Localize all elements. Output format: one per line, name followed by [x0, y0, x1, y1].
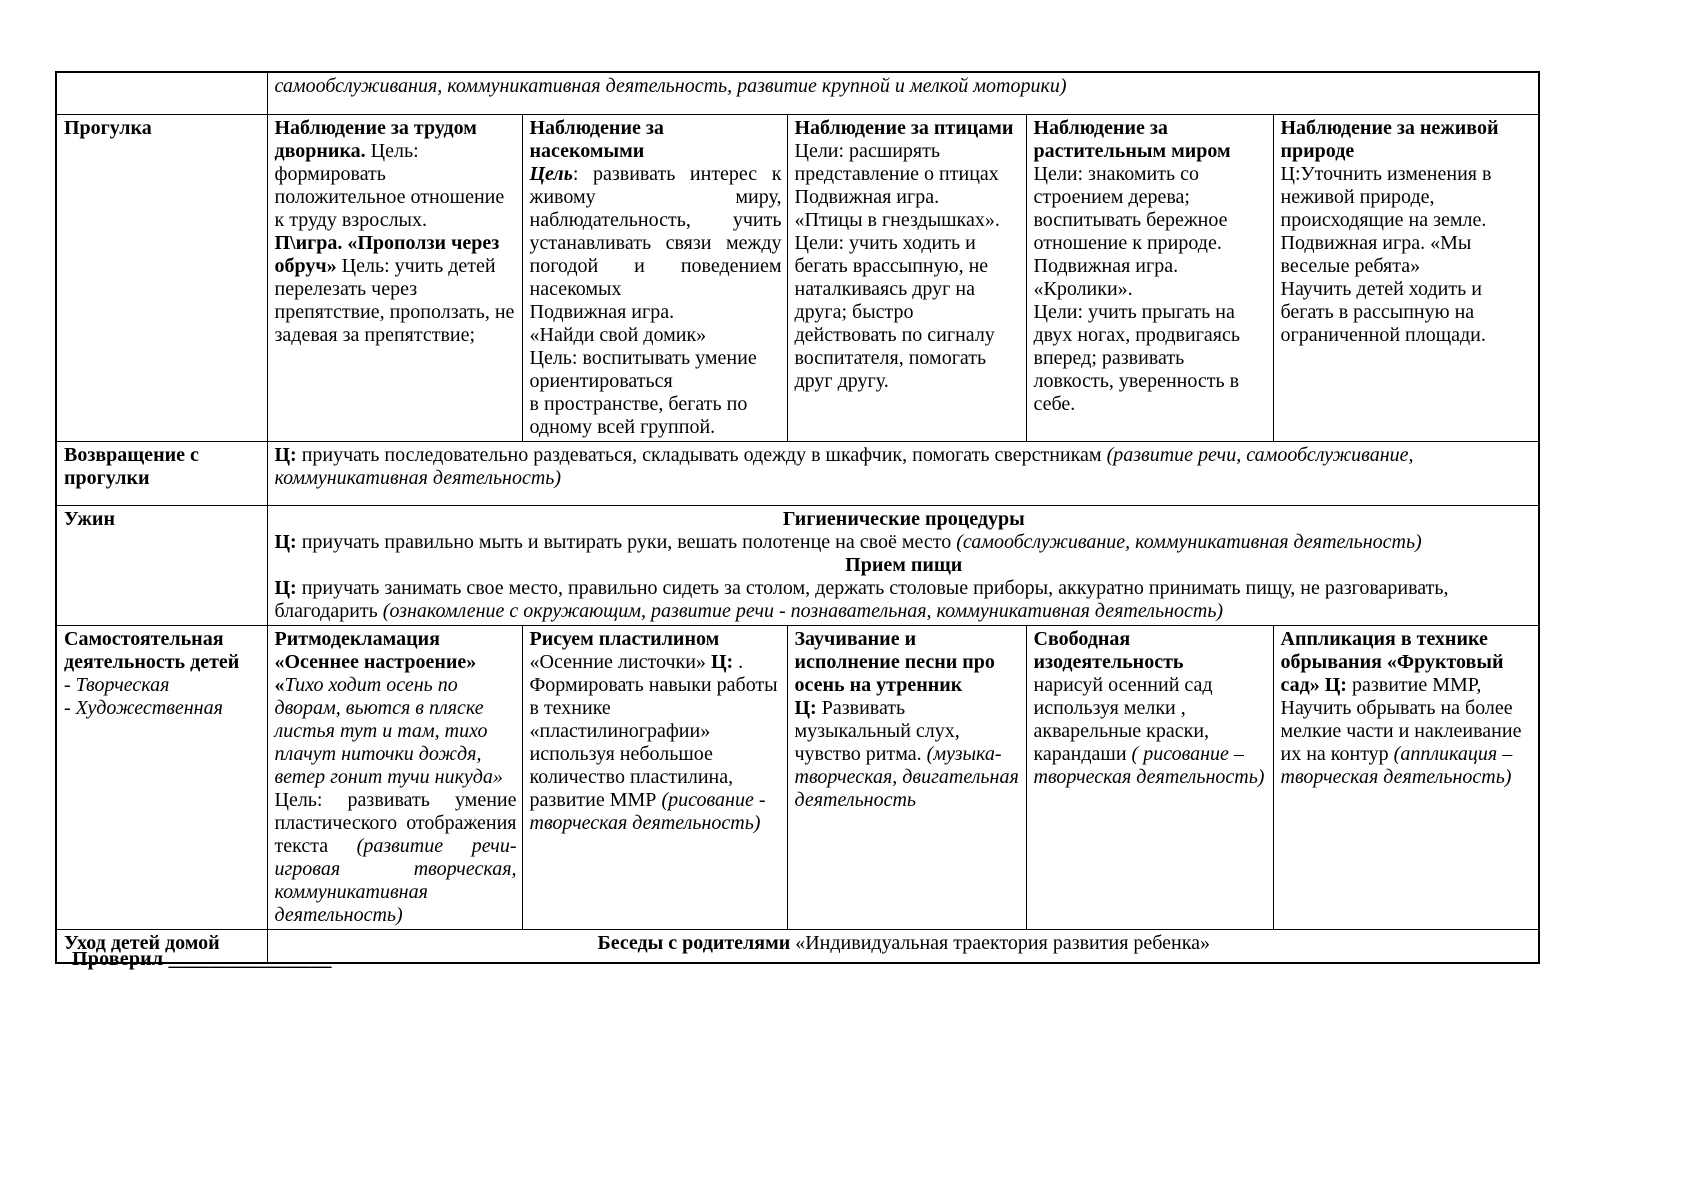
row-continuation [56, 72, 1539, 114]
cell-continuation-empty [56, 72, 267, 114]
signature-line: ________________ [168, 948, 332, 970]
cell-ritmodeklamatsiya: Ритмодекламация «Осеннее настроение» «Тихо ходит осень по дворам, вьются в пляске листья тут и там, тихо плачут ниточки дождя, ветер гонит тучи никуда» Цель: развивать умение пластического отображения текста (развитие речи- игровая творческая, коммуникативная деятельность) [267, 625, 522, 929]
verified-signature [72, 948, 332, 971]
cell-observation-ptitsy: Наблюдение за птицами Цели: расширять представление о птицах Подвижная игра. «Птицы в гнездышках». Цели: учить ходить и бегать врассыпную, не наталкиваясь друг на друга; быстро действовать по сигналу воспитателя, помогать друг другу. [787, 114, 1026, 441]
cell-svobodnaya-izo: Свободная изодеятельность нарисуй осенний сад используя мелки , акварельные краски, карандаши ( рисование – творческая деятельность) [1026, 625, 1273, 929]
cell-uzhin-content: Гигиенические процедуры Ц: приучать правильно мыть и вытирать руки, вешать полотенце на своё место (самообслуживание, коммуникативная деятельность) Прием пищи Ц: приучать занимать свое место, правильно сидеть за столом, держать столовые приборы, аккуратно принимать пищу, не разговаривать, благодарить (ознакомление с окружающим, развитие речи - познавательная, коммуникативная деятельность) [267, 505, 1539, 625]
cell-schedule-vozvrashchenie: Возвращение с прогулки [56, 441, 267, 505]
cell-observation-rasteniya: Наблюдение за растительным миром Цели: знакомить со строением дерева; воспитывать бережное отношение к природе. Подвижная игра. «Кролики». Цели: учить прыгать на двух ногах, продвигаясь вперед; развивать ловкость, уверенность в себе. [1026, 114, 1273, 441]
row-uzhin [56, 505, 1539, 625]
cell-continuation-text: самообслуживания, коммуникативная деятельность, развитие крупной и мелкой моторики) [267, 72, 1539, 114]
cell-observation-nezhivaya: Наблюдение за неживой природе Ц:Уточнить изменения в неживой природе, происходящие на земле. Подвижная игра. «Мы веселые ребята» Научить детей ходить и бегать в рассыпную на ограниченной площади. [1273, 114, 1539, 441]
cell-schedule-uzhin: Ужин [56, 505, 267, 625]
row-vozvrashchenie [56, 441, 1539, 505]
daily-plan-table [55, 71, 1540, 964]
cell-schedule-samostoyatelnaya: Самостоятельная деятельность детей - Творческая - Художественная [56, 625, 267, 929]
cell-besedy-roditelyami: Беседы с родителями «Индивидуальная траектория развития ребенка» [267, 929, 1539, 963]
cell-vozvrashchenie-content: Ц: приучать последовательно раздеваться, складывать одежду в шкафчик, помогать сверстникам (развитие речи, самообслуживание, коммуникативная деятельность) [267, 441, 1539, 505]
cell-risuem-plastilinom: Рисуем пластилином «Осенние листочки» Ц: . Формировать навыки работы в технике «пластилинографии» используя небольшое количество пластилина, развитие ММР (рисование - творческая деятельность) [522, 625, 787, 929]
cell-zauchivanie-pesni: Заучивание и исполнение песни про осень на утренник Ц: Развивать музыкальный слух, чувство ритма. (музыка-творческая, двигательная деятельность [787, 625, 1026, 929]
cell-observation-dvornik: Наблюдение за трудом дворника. Цель: формировать положительное отношение к труду взрослых. П\игра. «Проползи через обруч» Цель: учить детей перелезать через препятствие, проползать, не задевая за препятствие; [267, 114, 522, 441]
cell-schedule-progulka: Прогулка [56, 114, 267, 441]
cell-observation-nasekomye: Наблюдение за насекомыми Цель: развивать интерес к живому миру, наблюдательность, учить устанавливать связи между погодой и поведением насекомых Подвижная игра. «Найди свой домик» Цель: воспитывать умение ориентироваться в пространстве, бегать по одному всей группой. [522, 114, 787, 441]
row-progulka [56, 114, 1539, 441]
cell-applikatsiya: Аппликация в технике обрывания «Фруктовый сад» Ц: развитие ММР, Научить обрывать на более мелкие части и наклеивание их на контур (аппликация – творческая деятельность) [1273, 625, 1539, 929]
cell-schedule-ukhod: Уход детей домой [56, 929, 267, 963]
verified-label: Проверил [72, 948, 164, 970]
row-samostoyatelnaya [56, 625, 1539, 929]
